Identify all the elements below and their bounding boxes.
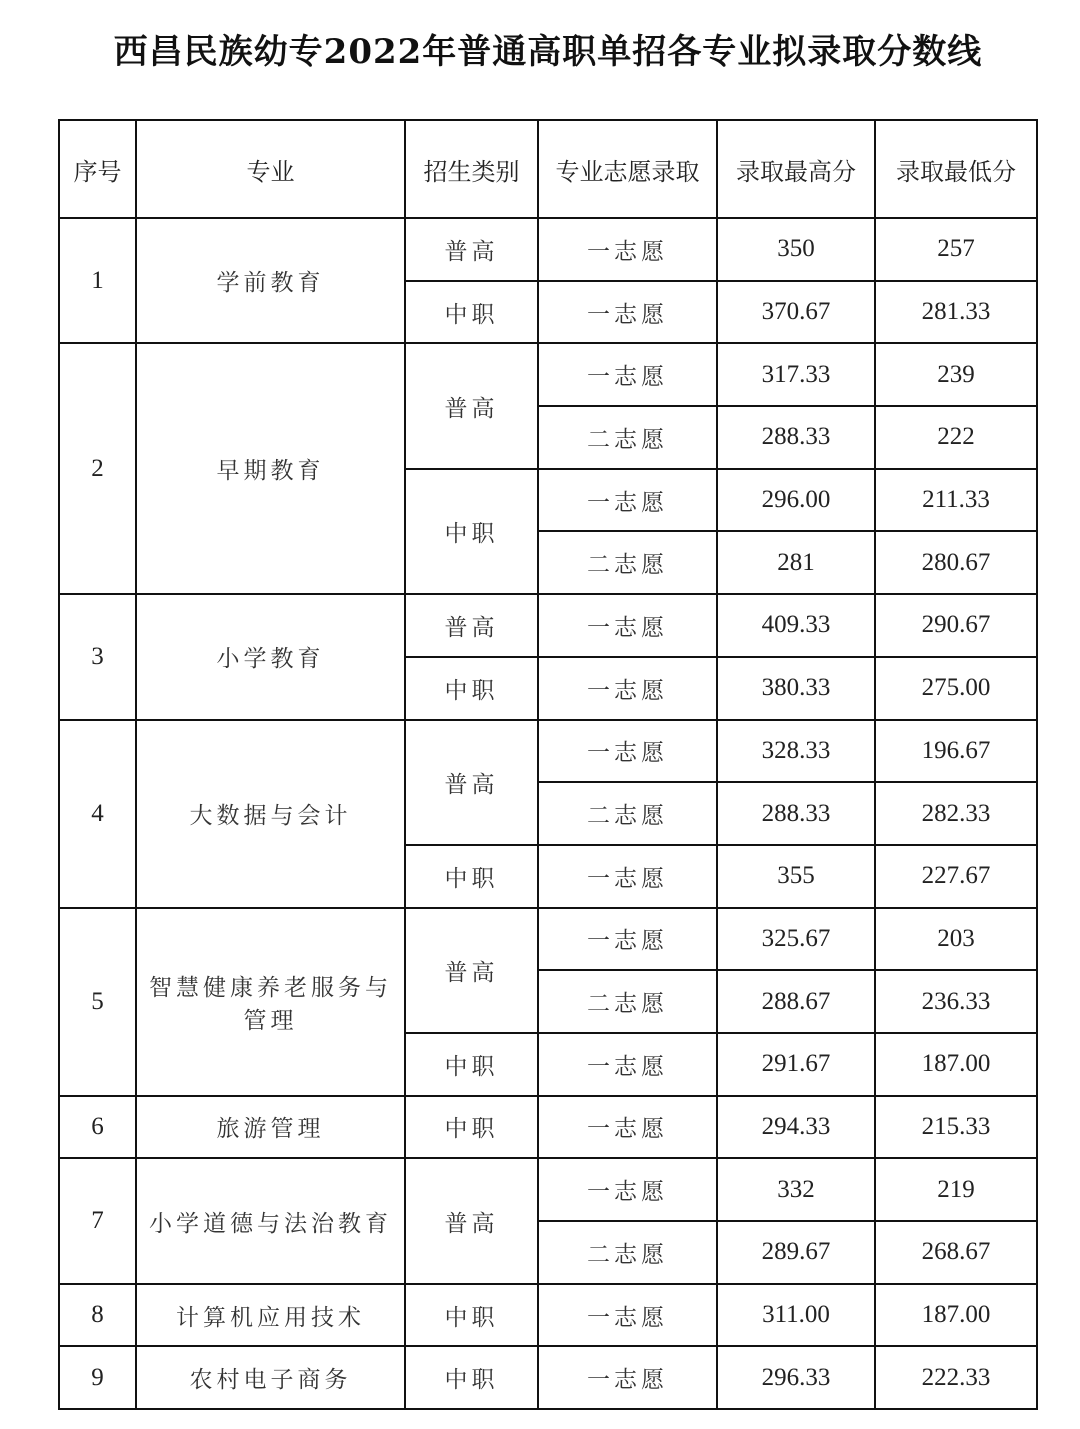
enrollment-category: 普高 xyxy=(405,343,538,468)
max-score: 409.33 xyxy=(717,594,875,657)
admission-score-table xyxy=(58,119,1038,1410)
max-score: 291.67 xyxy=(717,1033,875,1096)
min-score: 281.33 xyxy=(875,281,1037,344)
min-score: 196.67 xyxy=(875,720,1037,783)
choice-level: 一志愿 xyxy=(538,469,717,532)
choice-level: 一志愿 xyxy=(538,343,717,406)
min-score: 187.00 xyxy=(875,1033,1037,1096)
min-score: 239 xyxy=(875,343,1037,406)
row-number: 3 xyxy=(59,594,136,719)
min-score: 275.00 xyxy=(875,657,1037,720)
row-number: 9 xyxy=(59,1346,136,1409)
enrollment-category: 中职 xyxy=(405,845,538,908)
min-score: 203 xyxy=(875,908,1037,971)
major-name: 小学教育 xyxy=(136,594,405,719)
choice-level: 一志愿 xyxy=(538,281,717,344)
row-number: 4 xyxy=(59,720,136,908)
choice-level: 二志愿 xyxy=(538,1221,717,1284)
table-row xyxy=(59,720,1037,783)
enrollment-category: 普高 xyxy=(405,908,538,1033)
major-name: 农村电子商务 xyxy=(136,1346,405,1409)
max-score: 350 xyxy=(717,218,875,281)
table-row xyxy=(59,908,1037,971)
table-row xyxy=(59,218,1037,281)
min-score: 227.67 xyxy=(875,845,1037,908)
enrollment-category: 中职 xyxy=(405,281,538,344)
enrollment-category: 中职 xyxy=(405,657,538,720)
header-category: 招生类别 xyxy=(405,120,538,218)
min-score: 215.33 xyxy=(875,1096,1037,1159)
major-name: 智慧健康养老服务与管理 xyxy=(136,908,405,1096)
max-score: 289.67 xyxy=(717,1221,875,1284)
table-row xyxy=(59,343,1037,406)
row-number: 7 xyxy=(59,1158,136,1283)
min-score: 222 xyxy=(875,406,1037,469)
major-name: 小学道德与法治教育 xyxy=(136,1158,405,1283)
max-score: 311.00 xyxy=(717,1284,875,1347)
row-number: 2 xyxy=(59,343,136,594)
max-score: 281 xyxy=(717,531,875,594)
row-number: 6 xyxy=(59,1096,136,1159)
enrollment-category: 中职 xyxy=(405,1096,538,1159)
choice-level: 一志愿 xyxy=(538,908,717,971)
choice-level: 一志愿 xyxy=(538,1284,717,1347)
choice-level: 二志愿 xyxy=(538,970,717,1033)
choice-level: 一志愿 xyxy=(538,845,717,908)
header-major: 专业 xyxy=(136,120,405,218)
max-score: 294.33 xyxy=(717,1096,875,1159)
enrollment-category: 普高 xyxy=(405,1158,538,1283)
min-score: 187.00 xyxy=(875,1284,1037,1347)
max-score: 332 xyxy=(717,1158,875,1221)
table-row xyxy=(59,1096,1037,1159)
min-score: 257 xyxy=(875,218,1037,281)
max-score: 288.33 xyxy=(717,782,875,845)
choice-level: 一志愿 xyxy=(538,1158,717,1221)
choice-level: 二志愿 xyxy=(538,782,717,845)
enrollment-category: 中职 xyxy=(405,1346,538,1409)
major-name: 学前教育 xyxy=(136,218,405,343)
choice-level: 一志愿 xyxy=(538,657,717,720)
table-row xyxy=(59,1158,1037,1221)
max-score: 296.00 xyxy=(717,469,875,532)
max-score: 288.33 xyxy=(717,406,875,469)
min-score: 219 xyxy=(875,1158,1037,1221)
choice-level: 一志愿 xyxy=(538,218,717,281)
choice-level: 一志愿 xyxy=(538,1346,717,1409)
enrollment-category: 普高 xyxy=(405,594,538,657)
max-score: 370.67 xyxy=(717,281,875,344)
major-name: 计算机应用技术 xyxy=(136,1284,405,1347)
choice-level: 一志愿 xyxy=(538,1096,717,1159)
max-score: 317.33 xyxy=(717,343,875,406)
choice-level: 一志愿 xyxy=(538,594,717,657)
row-number: 1 xyxy=(59,218,136,343)
header-row xyxy=(59,120,1037,218)
max-score: 325.67 xyxy=(717,908,875,971)
min-score: 268.67 xyxy=(875,1221,1037,1284)
enrollment-category: 中职 xyxy=(405,1284,538,1347)
choice-level: 一志愿 xyxy=(538,720,717,783)
min-score: 222.33 xyxy=(875,1346,1037,1409)
max-score: 296.33 xyxy=(717,1346,875,1409)
choice-level: 二志愿 xyxy=(538,531,717,594)
row-number: 8 xyxy=(59,1284,136,1347)
major-name: 旅游管理 xyxy=(136,1096,405,1159)
table-row xyxy=(59,1284,1037,1347)
min-score: 211.33 xyxy=(875,469,1037,532)
header-no: 序号 xyxy=(59,120,136,218)
header-choice: 专业志愿录取 xyxy=(538,120,717,218)
choice-level: 二志愿 xyxy=(538,406,717,469)
enrollment-category: 中职 xyxy=(405,1033,538,1096)
table-row xyxy=(59,594,1037,657)
enrollment-category: 普高 xyxy=(405,720,538,845)
min-score: 290.67 xyxy=(875,594,1037,657)
min-score: 236.33 xyxy=(875,970,1037,1033)
min-score: 282.33 xyxy=(875,782,1037,845)
major-name: 早期教育 xyxy=(136,343,405,594)
max-score: 288.67 xyxy=(717,970,875,1033)
max-score: 328.33 xyxy=(717,720,875,783)
enrollment-category: 中职 xyxy=(405,469,538,594)
enrollment-category: 普高 xyxy=(405,218,538,281)
max-score: 380.33 xyxy=(717,657,875,720)
header-max-score: 录取最高分 xyxy=(717,120,875,218)
major-name: 大数据与会计 xyxy=(136,720,405,908)
max-score: 355 xyxy=(717,845,875,908)
header-min-score: 录取最低分 xyxy=(875,120,1037,218)
row-number: 5 xyxy=(59,908,136,1096)
min-score: 280.67 xyxy=(875,531,1037,594)
choice-level: 一志愿 xyxy=(538,1033,717,1096)
table-row xyxy=(59,1346,1037,1409)
document-title: 西昌民族幼专2022年普通高职单招各专业拟录取分数线 xyxy=(113,32,983,72)
